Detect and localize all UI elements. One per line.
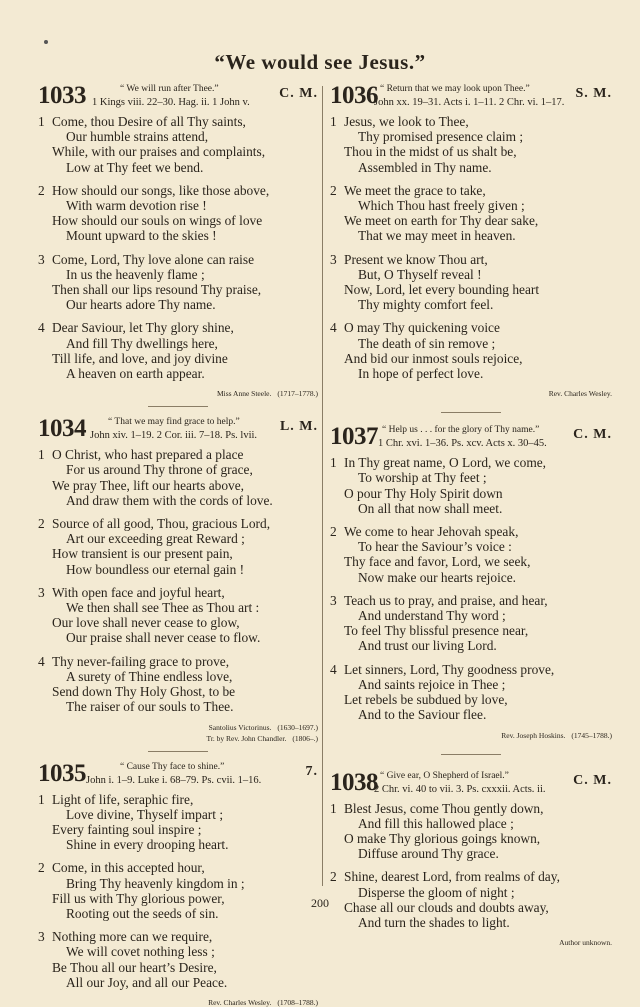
verse-line <box>330 320 612 335</box>
hymn-1033 <box>38 82 318 398</box>
verse-line: And bid our inmost souls rejoice, <box>344 350 523 366</box>
verse-line: But, O Thyself reveal ! <box>358 266 482 282</box>
verse-line: We will covet nothing less ; <box>66 944 215 960</box>
verse-text: Dear Saviour, let Thy glory shine, <box>52 320 234 336</box>
verse-line: While, with our praises and complaints, <box>52 144 266 160</box>
verse-text: Blest Jesus, come Thou gently down, <box>344 800 544 816</box>
stanza-number: 3 <box>330 592 337 608</box>
verse-line: Disperse the gloom of night ; <box>358 884 515 900</box>
stanza-number: 2 <box>38 860 45 876</box>
stanza <box>38 860 318 921</box>
stanza-number: 4 <box>38 320 45 336</box>
hymn-tagline: “ That we may find grace to help.” <box>108 417 240 428</box>
hymn-meter: 7. <box>305 763 318 779</box>
hymn-tagline: “ Cause Thy face to shine.” <box>120 761 225 772</box>
verse-line <box>330 869 612 884</box>
verse-text: In Thy great name, O Lord, we come, <box>344 455 547 471</box>
verse-line: The death of sin remove ; <box>358 335 496 351</box>
hymn-1035 <box>38 760 318 1007</box>
verse-line: On all that now shall meet. <box>358 500 503 516</box>
hymn-1037 <box>330 423 612 739</box>
verse-line <box>38 114 318 129</box>
stanzas <box>38 792 318 990</box>
stanza <box>330 114 612 175</box>
verse-text: Come, Lord, Thy love alone can raise <box>52 251 255 267</box>
hymn-author: Author unknown. <box>559 938 612 948</box>
verse-line: We meet on earth for Thy dear sake, <box>344 213 539 229</box>
stanza <box>38 654 318 715</box>
verse-line: That we may meet in heaven. <box>358 228 516 244</box>
verse-line: How boundless our eternal gain ! <box>66 561 245 577</box>
hymn-author: Miss Anne Steele. (1717–1778.) <box>217 389 318 399</box>
verse-line: Every fainting soul inspire ; <box>52 821 202 837</box>
verse-line: O make Thy glorious goings known, <box>344 830 541 846</box>
verse-text: Light of life, seraphic fire, <box>52 791 194 807</box>
hymn-header <box>330 82 612 114</box>
verse-line: Our humble strains attend, <box>66 129 209 145</box>
verse-text: Come, in this accepted hour, <box>52 860 205 876</box>
hymn-author: Rev. Charles Wesley. (1708–1788.) <box>208 997 318 1007</box>
hymn-tagline: “ Give ear, O Shepherd of Israel.” <box>380 770 509 781</box>
verse-text: Nothing more can we require, <box>52 929 213 945</box>
scripture-refs: John i. 1–9. Luke i. 68–79. Ps. cvii. 1–16. <box>86 774 262 786</box>
verse-line: And turn the shades to light. <box>358 914 510 930</box>
verse-line: Then shall our lips resound Thy praise, <box>52 282 262 298</box>
verse-line <box>330 662 612 677</box>
stanza-number: 1 <box>38 447 45 463</box>
verse-line: Bring Thy heavenly kingdom in ; <box>66 875 245 891</box>
verse-line: Chase all our clouds and doubts away, <box>344 899 549 915</box>
verse-line <box>38 516 318 531</box>
verse-line: And fill this hallowed place ; <box>358 815 514 831</box>
hymn-header <box>330 769 612 801</box>
verse-line: Our love shall never cease to glow, <box>52 615 240 631</box>
verse-line: Our praise shall never cease to flow. <box>66 630 261 646</box>
page-number: 200 <box>311 896 329 910</box>
verse-line: All our Joy, and all our Peace. <box>66 974 228 990</box>
stanza <box>38 585 318 646</box>
verse-line <box>38 585 318 600</box>
verse-text: Teach us to pray, and praise, and hear, <box>344 592 548 608</box>
verse-text: We meet the grace to take, <box>344 182 486 198</box>
stanza <box>330 320 612 381</box>
scripture-refs: 1 Kings viii. 22–30. Hag. ii. 1 John v. <box>92 97 250 108</box>
stanza-number: 4 <box>330 320 337 336</box>
stanza <box>38 252 318 313</box>
verse-text: Shine, dearest Lord, from realms of day, <box>344 869 560 885</box>
verse-line: And fill Thy dwellings here, <box>66 335 218 351</box>
stanza-number: 4 <box>330 661 337 677</box>
verse-text: Come, thou Desire of all Thy saints, <box>52 114 246 129</box>
stanza-number: 3 <box>38 251 45 267</box>
verse-line: In us the heavenly flame ; <box>66 266 205 282</box>
verse-text: How should our songs, like those above, <box>52 182 270 198</box>
column-divider <box>322 86 323 886</box>
stanza <box>38 320 318 381</box>
verse-line <box>330 183 612 198</box>
stanzas <box>330 114 612 381</box>
stanzas <box>38 447 318 714</box>
stanza-number: 2 <box>330 182 337 198</box>
verse-line: The raiser of our souls to Thee. <box>66 699 234 715</box>
verse-line: How should our souls on wings of love <box>52 213 263 229</box>
stanza <box>38 516 318 577</box>
stanza-number: 1 <box>330 114 337 129</box>
verse-line: For us around Thy throne of grace, <box>66 462 253 478</box>
stanza-number: 4 <box>38 653 45 669</box>
verse-line: And saints rejoice in Thee ; <box>358 676 506 692</box>
verse-text: O may Thy quickening voice <box>344 320 500 336</box>
hymn-header <box>330 423 612 455</box>
hymn-number: 1038 <box>330 768 378 796</box>
verse-line: Which Thou hast freely given ; <box>358 198 525 214</box>
hymn-meter: C. M. <box>573 427 612 443</box>
hymn-meter: C. M. <box>573 772 612 788</box>
stanza <box>38 114 318 175</box>
verse-line: Art our exceeding great Reward ; <box>66 531 245 547</box>
verse-line <box>38 654 318 669</box>
verse-line: We then shall see Thee as Thou art : <box>66 600 260 616</box>
verse-text: We come to hear Jehovah speak, <box>344 524 519 540</box>
verse-line: To worship at Thy feet ; <box>358 470 487 486</box>
verse-line: Now, Lord, let every bounding heart <box>344 282 540 298</box>
stanza <box>330 524 612 585</box>
verse-line: Shine in every drooping heart. <box>66 837 229 853</box>
verse-text: Present we know Thou art, <box>344 251 488 267</box>
verse-line <box>38 320 318 335</box>
verse-line <box>38 792 318 807</box>
verse-line: Fill us with Thy glorious power, <box>52 890 225 906</box>
verse-line: Love divine, Thyself impart ; <box>66 806 224 822</box>
scripture-refs: John xiv. 1–19. 2 Cor. iii. 7–18. Ps. lvii. <box>90 430 258 442</box>
left-column <box>38 82 318 1007</box>
verse-line: A surety of Thine endless love, <box>66 668 233 684</box>
hymn-1034 <box>38 415 318 742</box>
stanza-number: 2 <box>38 516 45 532</box>
stanza-number: 1 <box>330 800 337 816</box>
hymn-header <box>38 415 318 447</box>
verse-line <box>38 447 318 462</box>
hymn-translator: Tr. by Rev. John Chandler. (1806–.) <box>206 733 318 743</box>
hymn-number: 1037 <box>330 423 378 451</box>
verse-line: How transient is our present pain, <box>52 546 233 562</box>
verse-line: To feel Thy blissful presence near, <box>344 623 529 639</box>
stanza-number: 1 <box>38 791 45 807</box>
verse-text: Jesus, we look to Thee, <box>344 114 469 129</box>
verse-line: And trust our living Lord. <box>358 638 497 654</box>
verse-line <box>330 114 612 129</box>
stanza <box>330 455 612 516</box>
hymn-number: 1035 <box>38 759 86 787</box>
verse-line <box>38 929 318 944</box>
verse-line: A heaven on earth appear. <box>66 366 205 382</box>
hymn-number: 1034 <box>38 415 86 443</box>
verse-line: Thy face and favor, Lord, we seek, <box>344 554 531 570</box>
hymn-author: Santolius Victorinus. (1630–1697.) <box>208 722 318 732</box>
verse-line: Now make our hearts rejoice. <box>358 569 517 585</box>
hymn-divider <box>441 754 501 755</box>
scripture-refs: John xx. 19–31. Acts i. 1–11. 2 Chr. vi. 1–17. <box>374 97 565 108</box>
stanza-number: 1 <box>330 455 337 471</box>
verse-line <box>330 524 612 539</box>
verse-line <box>330 593 612 608</box>
verse-line: Assembled in Thy name. <box>358 159 492 175</box>
stanzas <box>38 114 318 381</box>
verse-text: O Christ, who hast prepared a place <box>52 447 244 463</box>
verse-line: Diffuse around Thy grace. <box>358 846 499 862</box>
verse-line: With warm devotion rise ! <box>66 198 207 214</box>
hymn-1038 <box>330 769 612 948</box>
verse-line: Thy mighty comfort feel. <box>358 297 494 313</box>
verse-line: Thou in the midst of us shalt be, <box>344 144 517 160</box>
verse-line: And to the Saviour flee. <box>358 707 487 723</box>
hymn-meter: C. M. <box>279 86 318 101</box>
verse-line: To hear the Saviour’s voice : <box>358 539 512 555</box>
hymn-number: 1036 <box>330 82 378 109</box>
verse-line: Send down Thy Holy Ghost, to be <box>52 684 236 700</box>
right-column <box>330 82 612 947</box>
hymn-divider <box>148 406 208 407</box>
hymn-divider <box>148 751 208 752</box>
verse-text: Let sinners, Lord, Thy goodness prove, <box>344 661 555 677</box>
verse-line: Be Thou all our heart’s Desire, <box>52 959 217 975</box>
verse-line <box>330 801 612 816</box>
verse-text: With open face and joyful heart, <box>52 584 225 600</box>
verse-line: In hope of perfect love. <box>358 366 484 382</box>
verse-line <box>330 455 612 470</box>
hymn-divider <box>441 412 501 413</box>
verse-line <box>38 252 318 267</box>
stanza <box>330 662 612 723</box>
stanza-number: 2 <box>330 524 337 540</box>
stanza <box>330 183 612 244</box>
hymn-meter: L. M. <box>279 419 318 435</box>
verse-line: We pray Thee, lift our hearts above, <box>52 477 245 493</box>
hymn-meter: S. M. <box>575 86 612 101</box>
hymn-1036 <box>330 82 612 398</box>
stanzas <box>330 455 612 722</box>
verse-line: Our hearts adore Thy name. <box>66 297 216 313</box>
verse-line <box>330 252 612 267</box>
scripture-refs: 1 Chr. xvi. 1–36. Ps. xcv. Acts x. 30–45. <box>378 438 547 450</box>
verse-line: Mount upward to the skies ! <box>66 228 217 244</box>
verse-line <box>38 183 318 198</box>
stanza <box>38 792 318 853</box>
stanza <box>330 801 612 862</box>
hymn-number: 1033 <box>38 82 86 109</box>
stanza <box>330 593 612 654</box>
verse-line <box>38 860 318 875</box>
hymn-tagline: “ We will run after Thee.” <box>120 84 219 94</box>
stanza-number: 3 <box>38 929 45 945</box>
hymn-tagline: “ Help us . . . for the glory of Thy name.” <box>382 425 540 436</box>
stanza <box>330 252 612 313</box>
stanza-number: 3 <box>330 251 337 267</box>
hymn-header <box>38 760 318 792</box>
stanza-number: 2 <box>330 869 337 885</box>
verse-line: Rooting out the seeds of sin. <box>66 905 219 921</box>
hymn-tagline: “ Return that we may look upon Thee.” <box>380 84 530 94</box>
verse-line: And understand Thy word ; <box>358 608 506 624</box>
verse-line: O pour Thy Holy Spirit down <box>344 485 503 501</box>
verse-line: Let rebels be subdued by love, <box>344 692 508 708</box>
stanza <box>38 447 318 508</box>
stanza-number: 3 <box>38 584 45 600</box>
hymn-header <box>38 82 318 114</box>
hymn-author: Rev. Charles Wesley. <box>548 389 612 399</box>
verse-line: Thy promised presence claim ; <box>358 129 524 145</box>
stanza <box>38 183 318 244</box>
stanza <box>38 929 318 990</box>
verse-text: Source of all good, Thou, gracious Lord, <box>52 516 271 532</box>
verse-line: Till life, and love, and joy divine <box>52 350 228 366</box>
printer-mark <box>44 40 48 44</box>
stanza-number: 2 <box>38 182 45 198</box>
verse-line: And draw them with the cords of love. <box>66 492 273 508</box>
page-title: “We would see Jesus.” <box>214 50 426 74</box>
verse-text: Thy never-failing grace to prove, <box>52 653 230 669</box>
verse-line: Low at Thy feet we bend. <box>66 159 204 175</box>
scripture-refs: 2 Chr. vi. 40 to vii. 3. Ps. cxxxii. Acts. ii. <box>374 783 546 795</box>
stanza-number: 1 <box>38 114 45 129</box>
hymn-author: Rev. Joseph Hoskins. (1745–1788.) <box>501 730 612 740</box>
